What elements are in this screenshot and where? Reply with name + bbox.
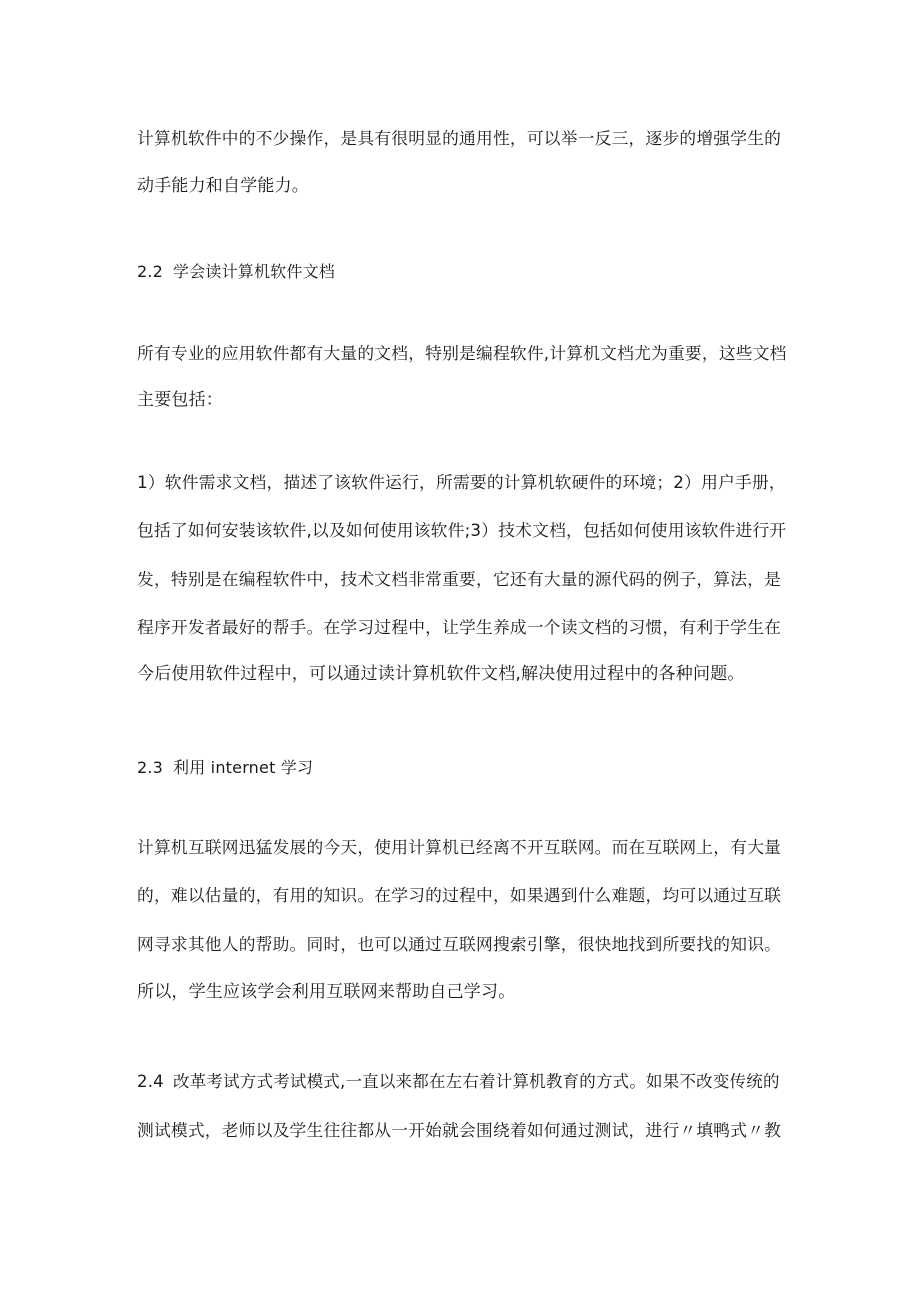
paragraph-line: 程序开发者最好的帮手。在学习过程中，让学生养成一个读文档的习惯，有利于学生在 (137, 617, 782, 637)
section-title: 学会读计算机软件文档 (173, 262, 336, 281)
paragraph-line: 网寻求其他人的帮助。同时，也可以通过互联网搜索引擎，很快地找到所要找的知识。 (137, 934, 782, 954)
section-heading-2-2 (137, 260, 787, 284)
section-heading-2-4 (137, 1070, 787, 1094)
paragraph-line: 的，难以估量的，有用的知识。在学习的过程中，如果遇到什么难题，均可以通过互联 (137, 885, 782, 905)
section-heading-2-3 (137, 756, 787, 780)
paragraph-line: 今后使用软件过程中，可以通过读计算机软件文档,解决使用过程中的各种问题。 (137, 664, 745, 684)
section-number: 2.4 (137, 1072, 164, 1091)
section-title: 改革考试方式考试模式,一直以来都在左右着计算机教育的方式。如果不改变传统的 (173, 1072, 780, 1091)
paragraph-line: 包括了如何安装该软件,以及如何使用该软件;3）技术文档，包括如何使用该软件进行开 (137, 520, 787, 540)
paragraph-line: 发，特别是在编程软件中，技术文档非常重要，它还有大量的源代码的例子，算法，是 (137, 569, 782, 589)
paragraph-line: 1）软件需求文档，描述了该软件运行，所需要的计算机软硬件的环境；2）用户手册， (137, 472, 786, 492)
paragraph-line: 测试模式，老师以及学生往往都从一开始就会围绕着如何通过测试，进行〃填鸭式〃教 (137, 1120, 782, 1140)
section-number: 2.2 (137, 262, 164, 281)
section-title: 利用 internet 学习 (173, 758, 314, 777)
paragraph-line: 动手能力和自学能力。 (137, 176, 309, 196)
paragraph-line: 所有专业的应用软件都有大量的文档，特别是编程软件,计算机文档尤为重要，这些文档 (137, 343, 787, 363)
section-number: 2.3 (137, 758, 164, 777)
paragraph-line: 所以，学生应该学会利用互联网来帮助自己学习。 (137, 982, 516, 1002)
paragraph-line: 主要包括： (137, 390, 223, 410)
paragraph-line: 计算机软件中的不少操作，是具有很明显的通用性，可以举一反三，逐步的增强学生的 (137, 128, 782, 148)
paragraph-line: 计算机互联网迅猛发展的今天，使用计算机已经离不开互联网。而在互联网上，有大量 (137, 837, 782, 857)
